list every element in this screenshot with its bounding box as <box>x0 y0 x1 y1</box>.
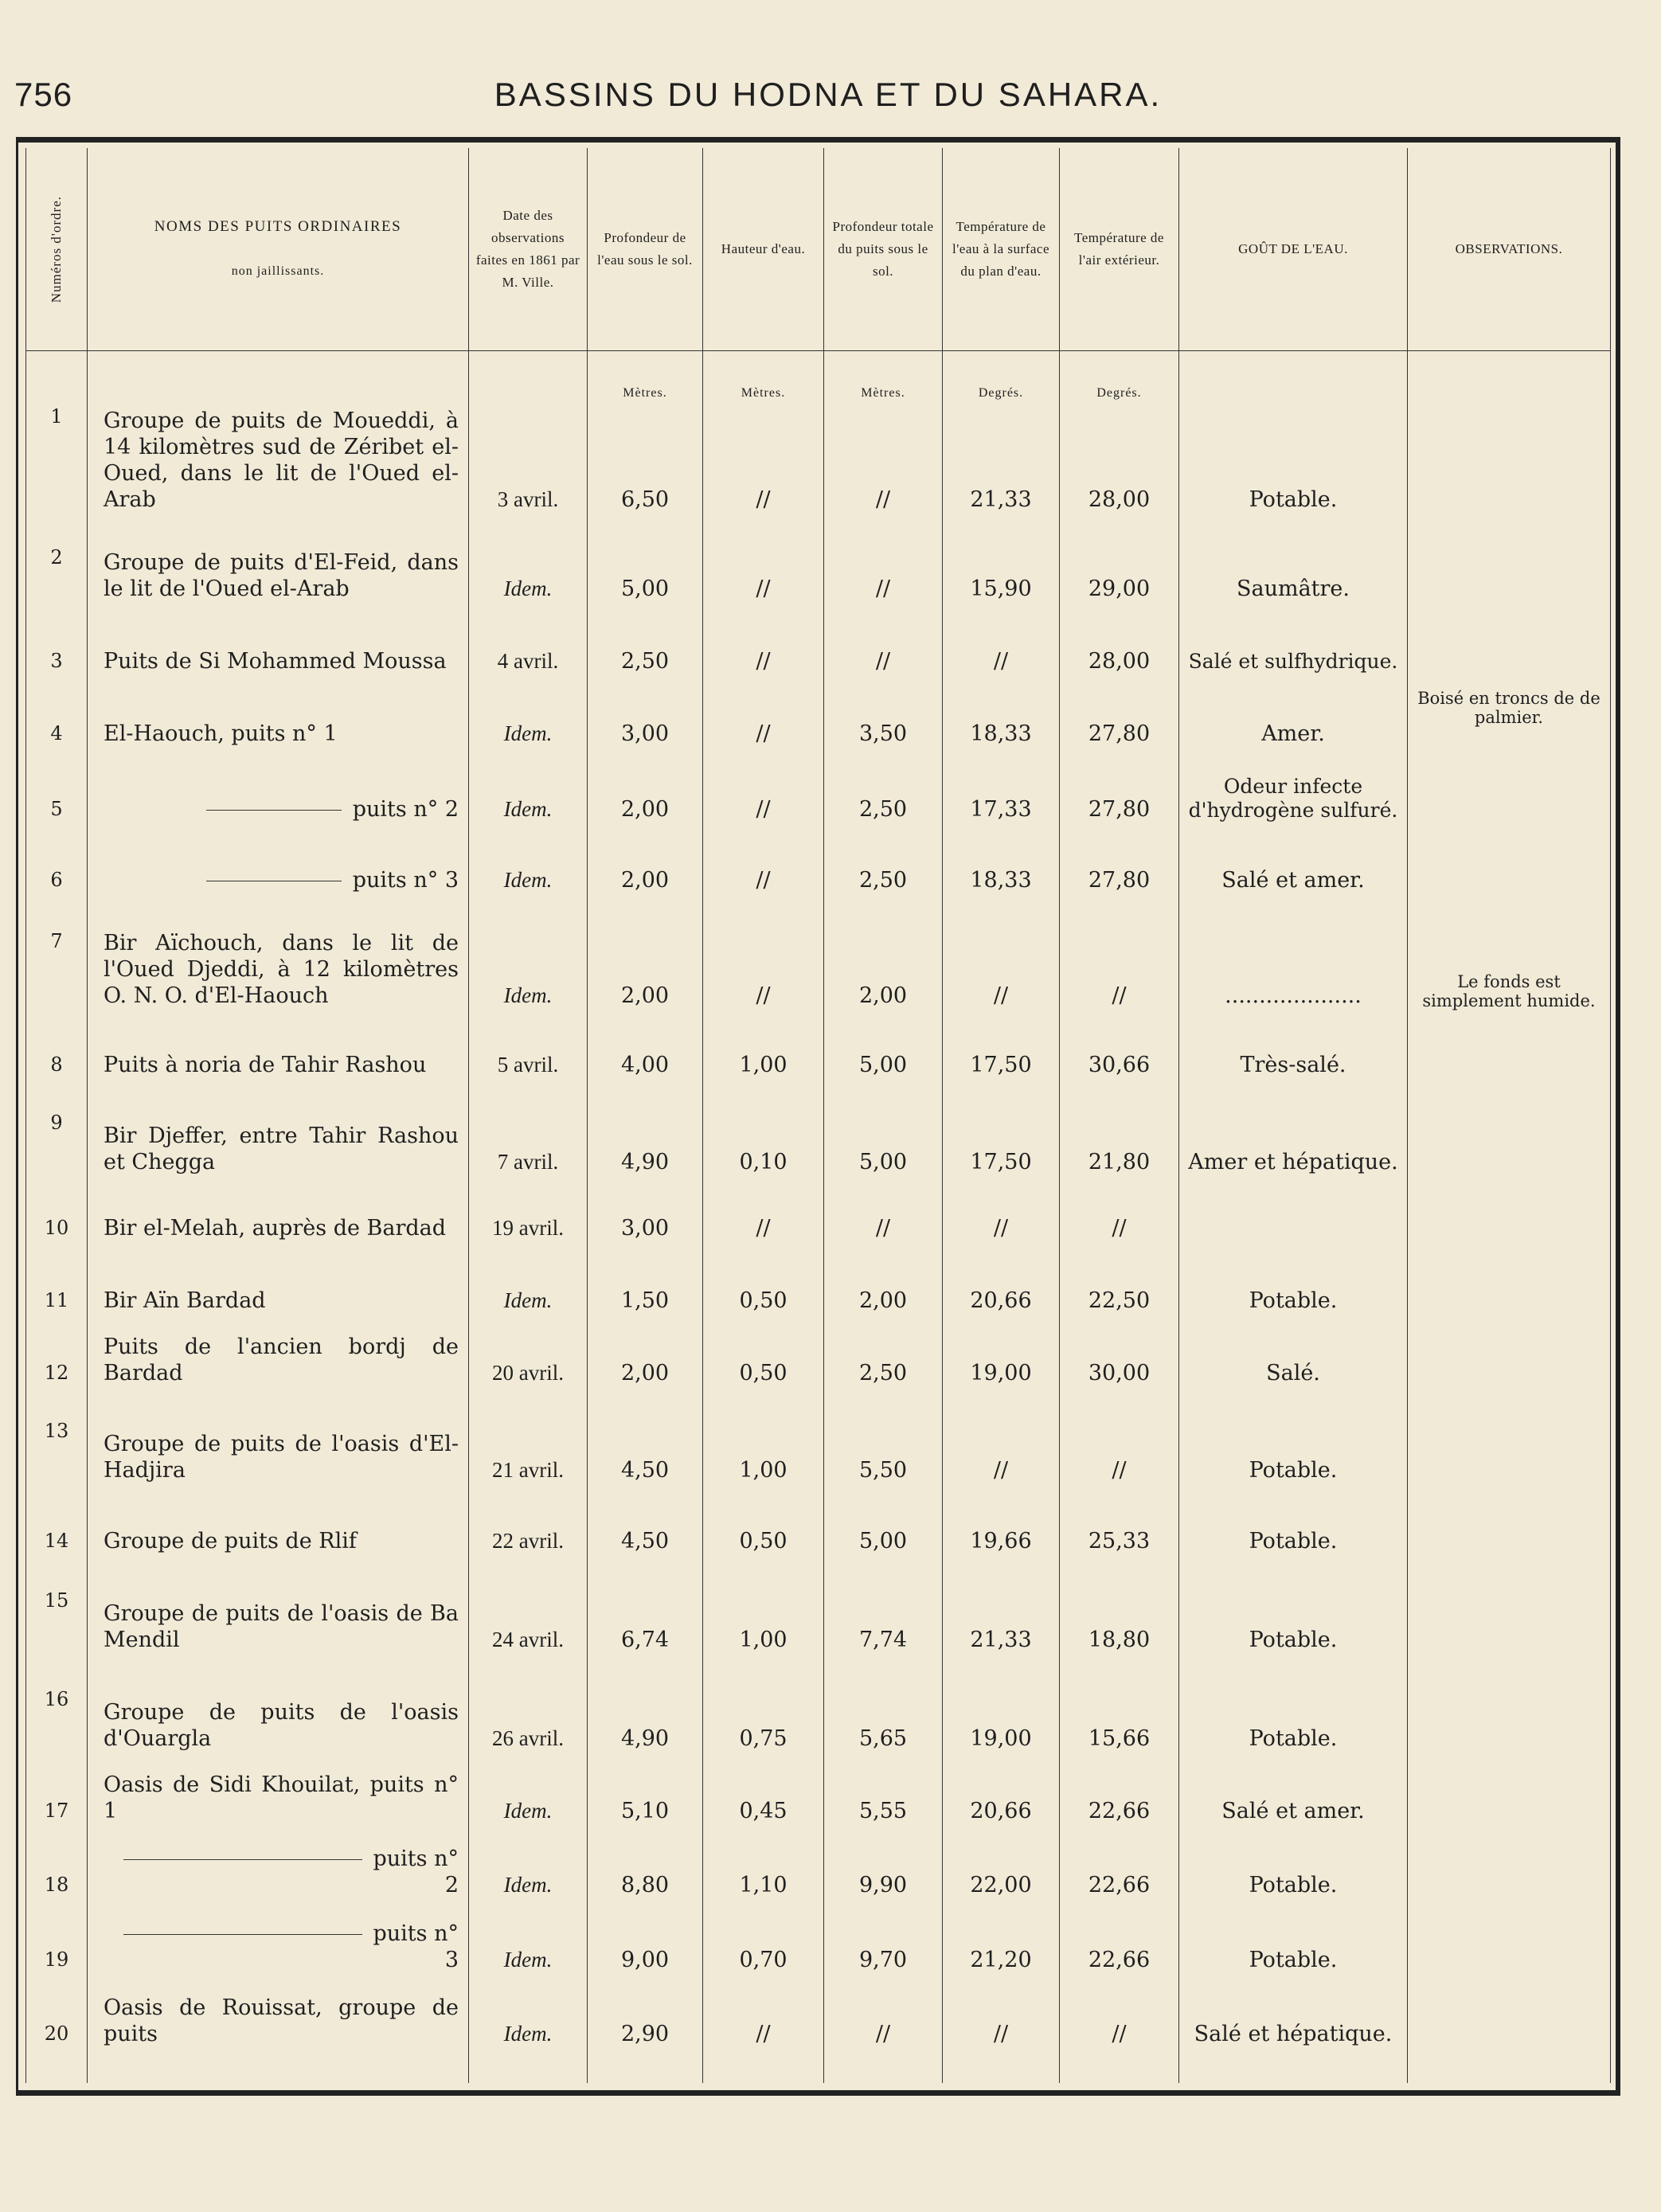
water-taste: .................... <box>1179 901 1408 1017</box>
total-depth: 2,50 <box>824 1322 943 1394</box>
well-name: puits n° 2 <box>88 1832 469 1906</box>
well-name: Puits à noria de Tahir Rashou <box>88 1017 469 1086</box>
well-name: El-Haouch, puits n° 1 <box>88 682 469 755</box>
temp-water: // <box>943 1183 1060 1249</box>
table-row <box>26 1760 1611 1832</box>
water-height: 0,75 <box>703 1661 824 1760</box>
temp-water: 19,00 <box>943 1322 1060 1394</box>
water-height: 0,50 <box>703 1249 824 1322</box>
total-depth: 5,65 <box>824 1661 943 1760</box>
water-height: 1,00 <box>703 1394 824 1491</box>
total-depth: 3,50 <box>824 682 943 755</box>
ditto-rule <box>123 1859 362 1860</box>
water-taste: Saumâtre. <box>1179 521 1408 610</box>
observation <box>1408 1017 1611 1086</box>
page-title: BASSINS DU HODNA ET DU SAHARA. <box>494 76 1163 113</box>
unit-temp-air: Degrés. <box>1060 351 1179 404</box>
table-row <box>26 682 1611 755</box>
depth-water: 5,00 <box>588 521 703 610</box>
water-height: // <box>703 1183 824 1249</box>
observation-date: Idem. <box>469 830 588 901</box>
temp-water: 17,33 <box>943 755 1060 830</box>
ditto-rule <box>206 810 342 811</box>
well-name: Bir el-Melah, auprès de Bardad <box>88 1183 469 1249</box>
observation <box>1408 1322 1611 1394</box>
units-row <box>26 351 1611 404</box>
observation <box>1408 1086 1611 1183</box>
total-depth: 2,00 <box>824 901 943 1017</box>
water-taste: Potable. <box>1179 1394 1408 1491</box>
row-number: 16 <box>26 1661 88 1760</box>
observation: Boisé en troncs de de palmier. <box>1408 682 1611 755</box>
header-water-height: Hauteur d'eau. <box>703 148 824 351</box>
total-depth: 7,74 <box>824 1562 943 1661</box>
depth-water: 2,00 <box>588 901 703 1017</box>
temp-water: // <box>943 901 1060 1017</box>
water-taste: Amer. <box>1179 682 1408 755</box>
running-head <box>0 76 1661 131</box>
observation-date: Idem. <box>469 1249 588 1322</box>
water-taste: Salé et sulfhydrique. <box>1179 610 1408 682</box>
total-depth: 9,90 <box>824 1832 943 1906</box>
depth-water: 4,50 <box>588 1394 703 1491</box>
observation <box>1408 1981 1611 2083</box>
observation <box>1408 404 1611 521</box>
row-number: 1 <box>26 404 88 521</box>
total-depth: 2,00 <box>824 1249 943 1322</box>
temp-air: 27,80 <box>1060 830 1179 901</box>
observation <box>1408 1832 1611 1906</box>
observation-date: Idem. <box>469 1760 588 1832</box>
temp-water: 18,33 <box>943 682 1060 755</box>
well-name: Puits de l'ancien bordj de Bardad <box>88 1322 469 1394</box>
temp-water: 21,33 <box>943 404 1060 521</box>
observation-date: 22 avril. <box>469 1491 588 1562</box>
observation-date: Idem. <box>469 901 588 1017</box>
total-depth: 5,55 <box>824 1760 943 1832</box>
total-depth: // <box>824 610 943 682</box>
row-number: 7 <box>26 901 88 1017</box>
observation <box>1408 1760 1611 1832</box>
observation-date: 4 avril. <box>469 610 588 682</box>
header-total-depth: Profondeur totale du puits sous le sol. <box>824 148 943 351</box>
depth-water: 5,10 <box>588 1760 703 1832</box>
temp-air: // <box>1060 1394 1179 1491</box>
observation <box>1408 1183 1611 1249</box>
row-number: 9 <box>26 1086 88 1183</box>
header-temp-water: Température de l'eau à la surface du plan d'eau. <box>943 148 1060 351</box>
table-row <box>26 610 1611 682</box>
temp-water: 22,00 <box>943 1832 1060 1906</box>
water-height: 0,50 <box>703 1491 824 1562</box>
temp-air: 21,80 <box>1060 1086 1179 1183</box>
temp-air: 22,50 <box>1060 1249 1179 1322</box>
water-height: 0,70 <box>703 1906 824 1980</box>
header-name: NOMS DES PUITS ORDINAIRES non jaillissants. <box>88 148 469 351</box>
temp-water: 20,66 <box>943 1760 1060 1832</box>
water-height: 0,10 <box>703 1086 824 1183</box>
total-depth: // <box>824 404 943 521</box>
depth-water: 2,00 <box>588 1322 703 1394</box>
water-taste <box>1179 1183 1408 1249</box>
temp-air: 25,33 <box>1060 1491 1179 1562</box>
observation <box>1408 1249 1611 1322</box>
total-depth: 5,50 <box>824 1394 943 1491</box>
row-number: 8 <box>26 1017 88 1086</box>
table-row <box>26 1981 1611 2083</box>
temp-air: 27,80 <box>1060 755 1179 830</box>
water-taste: Amer et hépatique. <box>1179 1086 1408 1183</box>
water-height: 1,00 <box>703 1562 824 1661</box>
temp-water: // <box>943 1981 1060 2083</box>
row-number: 18 <box>26 1832 88 1906</box>
depth-water: 6,74 <box>588 1562 703 1661</box>
unit-temp-water: Degrés. <box>943 351 1060 404</box>
well-name: Groupe de puits d'El-Feid, dans le lit de l'Oued el-Arab <box>88 521 469 610</box>
temp-air: 27,80 <box>1060 682 1179 755</box>
observation-date: Idem. <box>469 755 588 830</box>
row-number: 3 <box>26 610 88 682</box>
water-taste: Potable. <box>1179 1661 1408 1760</box>
well-name: puits n° 2 <box>88 755 469 830</box>
water-height: // <box>703 755 824 830</box>
temp-water: 20,66 <box>943 1249 1060 1322</box>
water-taste: Salé. <box>1179 1322 1408 1394</box>
total-depth: // <box>824 521 943 610</box>
depth-water: 4,00 <box>588 1017 703 1086</box>
row-number: 4 <box>26 682 88 755</box>
temp-air: 30,66 <box>1060 1017 1179 1086</box>
depth-water: 4,90 <box>588 1086 703 1183</box>
depth-water: 2,90 <box>588 1981 703 2083</box>
depth-water: 2,50 <box>588 610 703 682</box>
row-number: 5 <box>26 755 88 830</box>
observation <box>1408 1906 1611 1980</box>
water-height: // <box>703 682 824 755</box>
table-row <box>26 1017 1611 1086</box>
depth-water: 2,00 <box>588 830 703 901</box>
row-number: 11 <box>26 1249 88 1322</box>
depth-water: 6,50 <box>588 404 703 521</box>
table-row <box>26 1249 1611 1322</box>
water-taste: Potable. <box>1179 404 1408 521</box>
observation-date: 26 avril. <box>469 1661 588 1760</box>
table-row <box>26 1086 1611 1183</box>
ditto-rule <box>123 1934 362 1935</box>
observation-date: Idem. <box>469 1832 588 1906</box>
temp-water: // <box>943 610 1060 682</box>
temp-water: 15,90 <box>943 521 1060 610</box>
page-number: 756 <box>14 76 73 113</box>
row-number: 20 <box>26 1981 88 2083</box>
observation-date: Idem. <box>469 1981 588 2083</box>
water-height: 1,00 <box>703 1017 824 1086</box>
total-depth: // <box>824 1183 943 1249</box>
observation <box>1408 1562 1611 1661</box>
observation: Le fonds est simplement humide. <box>1408 901 1611 1017</box>
total-depth: 5,00 <box>824 1017 943 1086</box>
table-row <box>26 521 1611 610</box>
header-date: Date des observations faites en 1861 par M. Ville. <box>469 148 588 351</box>
water-height: 1,10 <box>703 1832 824 1906</box>
well-name: Bir Aïn Bardad <box>88 1249 469 1322</box>
well-name: Groupe de puits de l'oasis de Ba Mendil <box>88 1562 469 1661</box>
temp-air: 29,00 <box>1060 521 1179 610</box>
observation-date: 7 avril. <box>469 1086 588 1183</box>
total-depth: 2,50 <box>824 755 943 830</box>
total-depth: // <box>824 1981 943 2083</box>
water-height: // <box>703 404 824 521</box>
total-depth: 2,50 <box>824 830 943 901</box>
observation-date: 21 avril. <box>469 1394 588 1491</box>
unit-total-depth: Mètres. <box>824 351 943 404</box>
well-name: Groupe de puits de l'oasis d'El-Hadjira <box>88 1394 469 1491</box>
depth-water: 3,00 <box>588 682 703 755</box>
water-taste: Salé et amer. <box>1179 830 1408 901</box>
temp-air: 28,00 <box>1060 610 1179 682</box>
water-taste: Potable. <box>1179 1562 1408 1661</box>
temp-water: 17,50 <box>943 1086 1060 1183</box>
row-number: 17 <box>26 1760 88 1832</box>
temp-air: 22,66 <box>1060 1760 1179 1832</box>
well-name: puits n° 3 <box>88 1906 469 1980</box>
water-taste: Salé et amer. <box>1179 1760 1408 1832</box>
well-name: Groupe de puits de Rlif <box>88 1491 469 1562</box>
table-row <box>26 1906 1611 1980</box>
table-row <box>26 755 1611 830</box>
water-taste: Salé et hépatique. <box>1179 1981 1408 2083</box>
water-height: 0,50 <box>703 1322 824 1394</box>
table-row <box>26 901 1611 1017</box>
water-height: // <box>703 901 824 1017</box>
row-number: 12 <box>26 1322 88 1394</box>
temp-air: // <box>1060 1981 1179 2083</box>
depth-water: 2,00 <box>588 755 703 830</box>
table-row <box>26 1832 1611 1906</box>
temp-water: // <box>943 1394 1060 1491</box>
temp-air: // <box>1060 1183 1179 1249</box>
depth-water: 3,00 <box>588 1183 703 1249</box>
water-taste: Potable. <box>1179 1249 1408 1322</box>
well-name: Groupe de puits de l'oasis d'Ouargla <box>88 1661 469 1760</box>
water-height: // <box>703 1981 824 2083</box>
temp-water: 18,33 <box>943 830 1060 901</box>
water-taste: Potable. <box>1179 1832 1408 1906</box>
water-taste: Très-salé. <box>1179 1017 1408 1086</box>
observation-date: 3 avril. <box>469 404 588 521</box>
water-height: // <box>703 521 824 610</box>
observation-date: 24 avril. <box>469 1562 588 1661</box>
row-number: 2 <box>26 521 88 610</box>
observation <box>1408 610 1611 682</box>
observation <box>1408 755 1611 830</box>
row-number: 14 <box>26 1491 88 1562</box>
observation-date: Idem. <box>469 682 588 755</box>
well-name: Bir Djeffer, entre Tahir Rashou et Chegga <box>88 1086 469 1183</box>
row-number: 6 <box>26 830 88 901</box>
table-row <box>26 1394 1611 1491</box>
table-row <box>26 1562 1611 1661</box>
well-name: Puits de Si Mohammed Moussa <box>88 610 469 682</box>
header-observations: OBSERVATIONS. <box>1408 148 1611 351</box>
temp-water: 17,50 <box>943 1017 1060 1086</box>
temp-air: 22,66 <box>1060 1832 1179 1906</box>
well-name: Oasis de Rouissat, groupe de puits <box>88 1981 469 2083</box>
observation-date: 19 avril. <box>469 1183 588 1249</box>
depth-water: 4,90 <box>588 1661 703 1760</box>
temp-air: 15,66 <box>1060 1661 1179 1760</box>
water-taste: Potable. <box>1179 1906 1408 1980</box>
observation-date: Idem. <box>469 1906 588 1980</box>
observation <box>1408 830 1611 901</box>
table-row <box>26 1183 1611 1249</box>
header-taste: GOÛT DE L'EAU. <box>1179 148 1408 351</box>
temp-water: 21,20 <box>943 1906 1060 1980</box>
table-row <box>26 404 1611 521</box>
unit-water-height: Mètres. <box>703 351 824 404</box>
observation-date: 20 avril. <box>469 1322 588 1394</box>
header-row <box>26 148 1611 351</box>
header-order: Numéros d'ordre. <box>26 148 88 351</box>
header-temp-air: Température de l'air extérieur. <box>1060 148 1179 351</box>
depth-water: 4,50 <box>588 1491 703 1562</box>
temp-water: 19,00 <box>943 1661 1060 1760</box>
table-row <box>26 1322 1611 1394</box>
row-number: 15 <box>26 1562 88 1661</box>
depth-water: 1,50 <box>588 1249 703 1322</box>
temp-air: 18,80 <box>1060 1562 1179 1661</box>
temp-water: 21,33 <box>943 1562 1060 1661</box>
observation <box>1408 1661 1611 1760</box>
observation <box>1408 521 1611 610</box>
total-depth: 5,00 <box>824 1086 943 1183</box>
depth-water: 9,00 <box>588 1906 703 1980</box>
wells-table <box>25 148 1611 2083</box>
temp-air: 22,66 <box>1060 1906 1179 1980</box>
header-depth-water: Profondeur de l'eau sous le sol. <box>588 148 703 351</box>
water-taste: Odeur infecte d'hydrogène sulfuré. <box>1179 755 1408 830</box>
row-number: 10 <box>26 1183 88 1249</box>
table-row <box>26 1491 1611 1562</box>
total-depth: 5,00 <box>824 1491 943 1562</box>
water-taste: Potable. <box>1179 1491 1408 1562</box>
well-name: puits n° 3 <box>88 830 469 901</box>
temp-air: // <box>1060 901 1179 1017</box>
row-number: 19 <box>26 1906 88 1980</box>
observation-date: Idem. <box>469 521 588 610</box>
table-row <box>26 1661 1611 1760</box>
row-number: 13 <box>26 1394 88 1491</box>
total-depth: 9,70 <box>824 1906 943 1980</box>
well-name: Oasis de Sidi Khouilat, puits n° 1 <box>88 1760 469 1832</box>
water-height: // <box>703 830 824 901</box>
temp-air: 30,00 <box>1060 1322 1179 1394</box>
unit-depth-water: Mètres. <box>588 351 703 404</box>
observation-date: 5 avril. <box>469 1017 588 1086</box>
observation <box>1408 1394 1611 1491</box>
temp-air: 28,00 <box>1060 404 1179 521</box>
temp-water: 19,66 <box>943 1491 1060 1562</box>
observation <box>1408 1491 1611 1562</box>
depth-water: 8,80 <box>588 1832 703 1906</box>
water-height: // <box>703 610 824 682</box>
table-row <box>26 830 1611 901</box>
well-name: Groupe de puits de Moueddi, à 14 kilomètres sud de Zéribet el-Oued, dans le lit de l'Oued el-Arab <box>88 404 469 521</box>
well-name: Bir Aïchouch, dans le lit de l'Oued Djeddi, à 12 kilomètres O. N. O. d'El-Haouch <box>88 901 469 1017</box>
water-height: 0,45 <box>703 1760 824 1832</box>
